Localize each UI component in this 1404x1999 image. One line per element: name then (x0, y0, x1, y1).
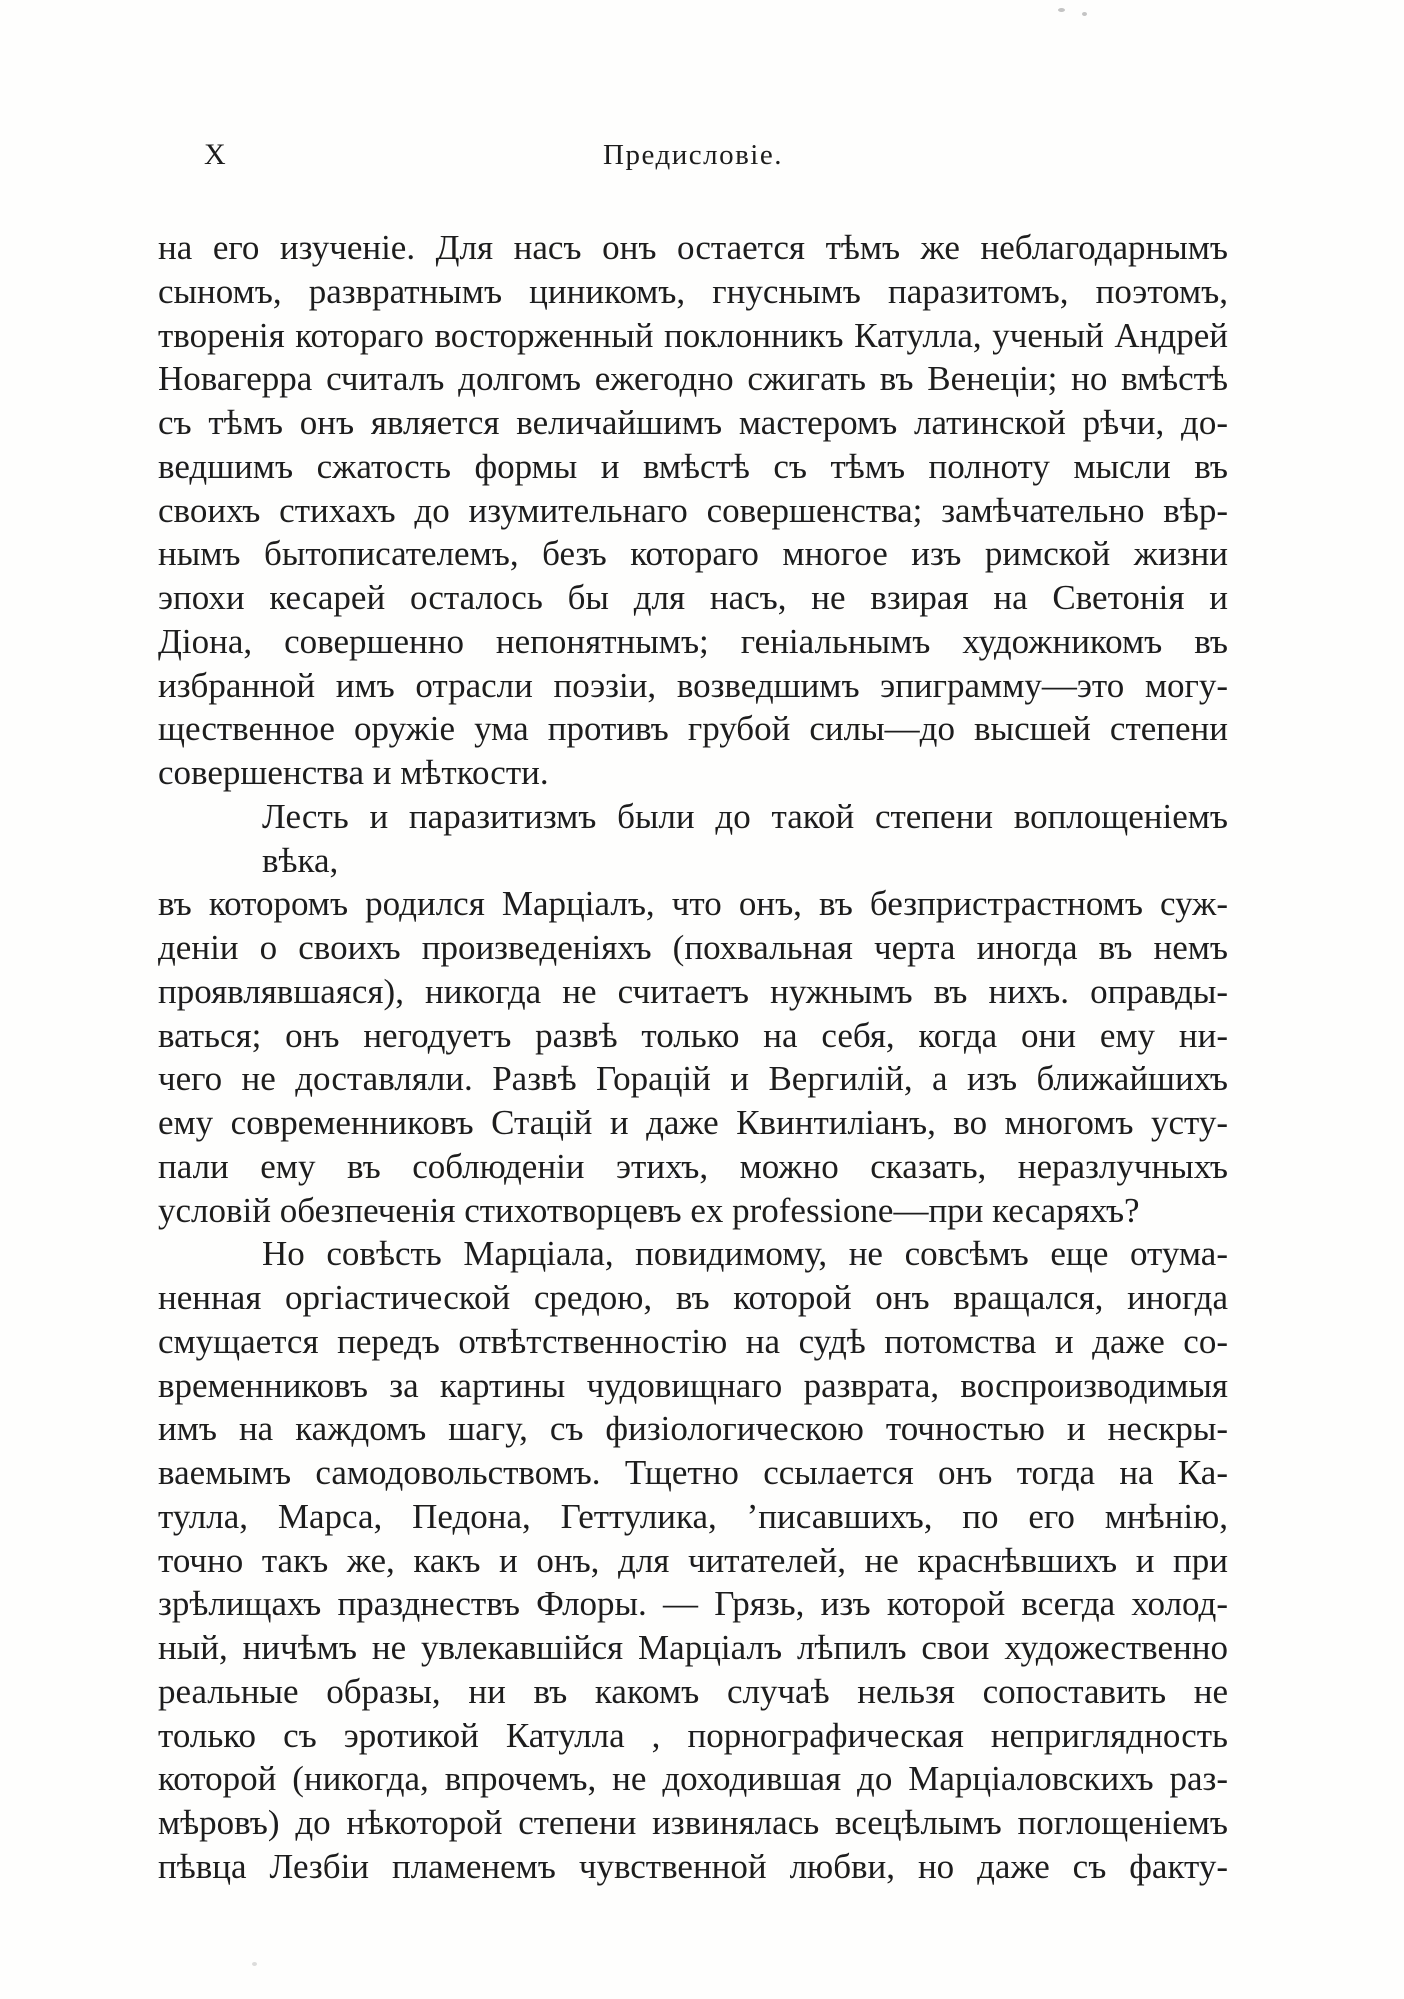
text-line: ненная оргіастической средою, въ которой онъ вращался, иногда (158, 1278, 1228, 1317)
text-line: эпохи кесарей осталось бы для насъ, не взирая на Светонія и (158, 578, 1228, 617)
text-line: которой (никогда, впрочемъ, не доходившая до Марціаловскихъ раз- (158, 1759, 1228, 1799)
text-line: ему современниковъ Стацій и даже Квинтиліанъ, во многомъ усту- (158, 1103, 1228, 1142)
text-line: смущается передъ отвѣтственностію на судѣ потомства и даже со- (158, 1321, 1228, 1361)
text-line: своихъ стихахъ до изумительнаго совершенства; замѣчательно вѣр- (158, 490, 1228, 530)
text-line: чего не доставляли. Развѣ Горацій и Вергилій, а изъ ближайшихъ (158, 1059, 1228, 1099)
text-line: проявлявшаяся), никогда не считаетъ нужнымъ въ нихъ. оправды- (158, 971, 1228, 1011)
text-line: только съ эротикой Катулла , порнографическая неприглядность (158, 1715, 1228, 1755)
text-line: избранной имъ отрасли поэзіи, возведшимъ эпиграмму—это могу- (158, 665, 1228, 705)
text-line: въ которомъ родился Марціалъ, что онъ, въ безпристрастномъ суж- (158, 884, 1228, 924)
text-line: реальные образы, ни въ какомъ случаѣ нельзя сопоставить не (158, 1671, 1228, 1711)
text-line: условій обезпеченія стихотворцевъ ex professione—при кесаряхъ? (158, 1190, 1140, 1230)
text-line: творенія котораго восторженный поклонникъ Катулла, ученый Андрей (158, 315, 1228, 355)
text-line: Новагерра считалъ долгомъ ежегодно сжигать въ Венеціи; но вмѣстѣ (158, 359, 1228, 399)
text-line: тулла, Марса, Педона, Геттулика, ’писавшихъ, по его мнѣнію, (158, 1496, 1228, 1536)
text-line: нымъ бытописателемъ, безъ котораго многое изъ римской жизни (158, 534, 1228, 574)
text-line: мѣровъ) до нѣкоторой степени извинялась всецѣлымъ поглощеніемъ (158, 1803, 1228, 1842)
text-line: щественное оружіе ума противъ грубой силы—до высшей степени (158, 709, 1228, 749)
text-line: Но совѣсть Марціала, повидимому, не совсѣмъ еще отума- (262, 1234, 1228, 1274)
body-text-block (158, 226, 1228, 1889)
text-line: ный, ничѣмъ не увлекавшійся Марціалъ лѣпилъ свои художественно (158, 1628, 1228, 1667)
text-line: пѣвца Лезбіи пламенемъ чувственной любви, но даже съ факту- (158, 1846, 1228, 1886)
page-number: X (204, 138, 227, 171)
running-head (158, 138, 1228, 182)
text-line: на его изученіе. Для насъ онъ остается тѣмъ же неблагодарнымъ (158, 228, 1228, 267)
text-line: ваться; онъ негодуетъ развѣ только на себя, когда они ему ни- (158, 1015, 1228, 1055)
text-line: сыномъ, развратнымъ циникомъ, гнуснымъ паразитомъ, поэтомъ, (158, 271, 1228, 311)
text-line: Лесть и паразитизмъ были до такой степени воплощеніемъ вѣка, (262, 796, 1228, 880)
text-line: деніи о своихъ произведеніяхъ (похвальная черта иногда въ немъ (158, 928, 1228, 967)
text-line: временниковъ за картины чудовищнаго разврата, воспроизводимыя (158, 1365, 1228, 1405)
scan-speck (1058, 8, 1065, 12)
text-line: съ тѣмъ онъ является величайшимъ мастеромъ латинской рѣчи, до- (158, 403, 1228, 442)
scan-speck (1082, 12, 1087, 16)
page-title: Предисловіе. (603, 139, 783, 171)
scan-speck (252, 1962, 257, 1966)
text-line: ваемымъ самодовольствомъ. Тщетно ссылается онъ тогда на Ка- (158, 1453, 1228, 1492)
text-line: зрѣлищахъ празднествъ Флоры. — Грязь, изъ которой всегда холод- (158, 1584, 1228, 1624)
text-line: ведшимъ сжатость формы и вмѣстѣ съ тѣмъ полноту мысли въ (158, 446, 1228, 486)
text-line: совершенства и мѣткости. (158, 753, 549, 792)
text-line: пали ему въ соблюденіи этихъ, можно сказать, неразлучныхъ (158, 1146, 1228, 1186)
text-line: Діона, совершенно непонятнымъ; геніальнымъ художникомъ въ (158, 621, 1228, 661)
text-line: точно такъ же, какъ и онъ, для читателей, не краснѣвшихъ и при (158, 1540, 1228, 1580)
text-line: имъ на каждомъ шагу, съ физіологическою точностью и нескры- (158, 1409, 1228, 1449)
